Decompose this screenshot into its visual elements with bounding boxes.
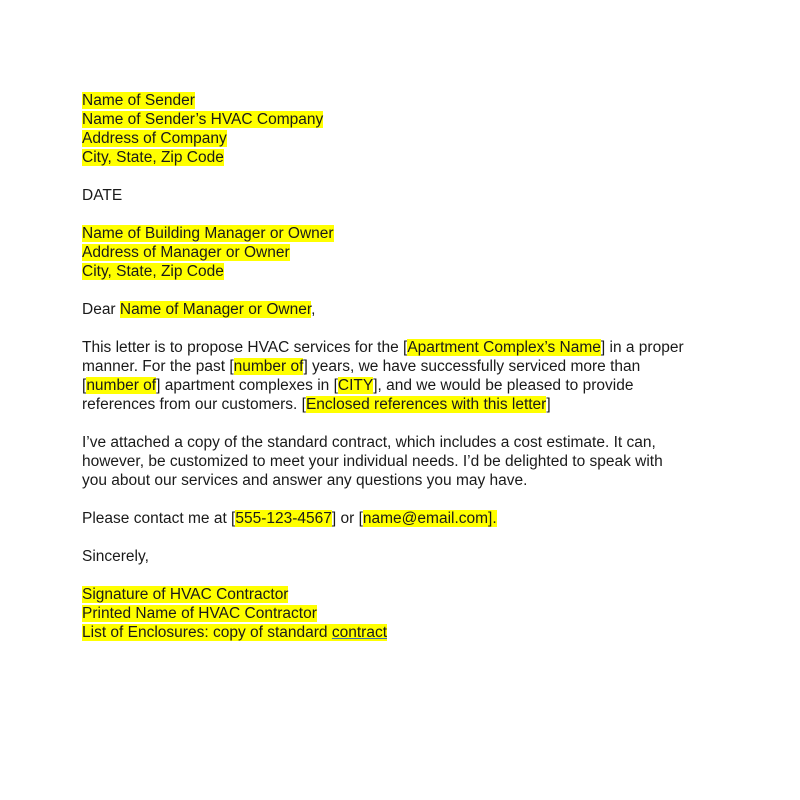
references-placeholder: Enclosed references with this letter [305, 396, 547, 413]
text: This letter is to propose HVAC services for the [ [82, 339, 408, 356]
sender-block [82, 91, 742, 167]
text: references from our customers. [ [82, 396, 306, 413]
contract-word: contract [331, 624, 387, 641]
text: ], and we would be pleased to provide [373, 377, 634, 394]
signature-line: Signature of HVAC Contractor [82, 586, 289, 603]
letter-body [82, 91, 742, 642]
sender-company: Name of Sender’s HVAC Company [82, 111, 324, 128]
closing: Sincerely, [82, 548, 149, 565]
years-placeholder: number of [233, 358, 304, 375]
salutation-suffix: , [311, 301, 316, 318]
signature-block [82, 585, 742, 642]
sender-address: Address of Company [82, 130, 227, 147]
city-placeholder: CITY [337, 377, 374, 394]
sender-name: Name of Sender [82, 92, 195, 109]
letter-date: DATE [82, 187, 123, 204]
recipient-address: Address of Manager or Owner [82, 244, 290, 261]
text: ] apartment complexes in [ [156, 377, 338, 394]
salutation-prefix: Dear [82, 301, 120, 318]
phone-placeholder: 555-123-4567 [235, 510, 332, 527]
contact-line [82, 509, 742, 528]
salutation-name: Name of Manager or Owner [119, 301, 312, 318]
sender-city: City, State, Zip Code [82, 149, 224, 166]
text: List of Enclosures: copy of standard [82, 624, 332, 641]
paragraph-proposal [82, 338, 742, 414]
text: you about our services and answer any questions you may have. [82, 472, 528, 489]
text: however, be customized to meet your individual needs. I’d be delighted to speak with [82, 453, 663, 470]
paragraph-contract [82, 433, 742, 490]
text: ] or [ [331, 510, 363, 527]
printed-name-line: Printed Name of HVAC Contractor [82, 605, 317, 622]
text: ] years, we have successfully serviced more than [303, 358, 641, 375]
recipient-block [82, 224, 742, 281]
text: [ [82, 377, 87, 394]
enclosures-line [82, 624, 387, 641]
complex-name-placeholder: Apartment Complex’s Name [407, 339, 601, 356]
recipient-name: Name of Building Manager or Owner [82, 225, 334, 242]
recipient-city: City, State, Zip Code [82, 263, 224, 280]
complexes-count-placeholder: number of [86, 377, 157, 394]
text: ] [546, 396, 551, 413]
text: manner. For the past [ [82, 358, 234, 375]
text: I’ve attached a copy of the standard contract, which includes a cost estimate. It can, [82, 434, 656, 451]
text: ] in a proper [600, 339, 684, 356]
salutation [82, 300, 742, 319]
text: Please contact me at [ [82, 510, 236, 527]
email-placeholder: name@email.com]. [362, 510, 497, 527]
